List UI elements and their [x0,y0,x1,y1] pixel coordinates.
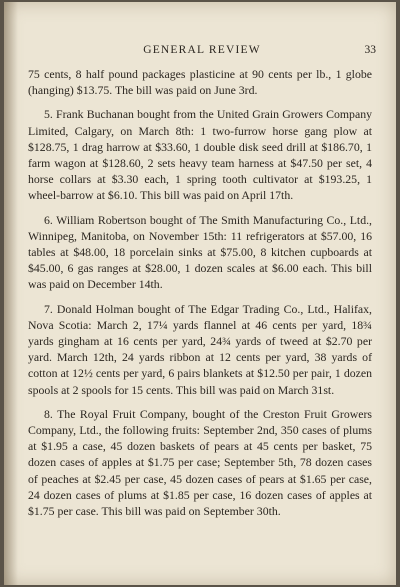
book-page [4,2,396,585]
paragraph-item-7: 7. Donald Holman bought of The Edgar Trading Co., Ltd., Halifax, Nova Scotia: March 2, 17¼ yards flannel at 46 cents per yard, 18¾ yards gingham at 16 cents per yard, 24¾ yards of tweed at $2.70 per yard. March 12th, 24 yards ribbon at 12 cents per yard, 38 yards of cotton at 12½ cents per yard, 6 pairs blankets at $12.50 per pair, 1 dozen spools at 2 spools for 15 cents. This bill was paid on March 31st. [28,301,372,397]
page-header [26,44,378,60]
page-body [28,66,372,527]
paragraph-item-8: 8. The Royal Fruit Company, bought of the Creston Fruit Growers Company, Ltd., the following fruits: September 2nd, 350 cases of plums at $1.95 a case, 45 dozen baskets of pears at 45 cents per basket, 75 dozen cases of apples at $1.75 per case; September 5th, 78 dozen cases of peaches at $2.45 per case, 45 dozen cases of pears at $1.65 per case, 24 dozen cases of plums at $1.85 per case, 16 dozen cases of apples at $1.75 per case. This bill was paid on September 30th. [28,406,372,519]
running-head: GENERAL REVIEW [143,44,261,56]
page-number: 33 [364,44,376,56]
paragraph-continuation: 75 cents, 8 half pound packages plasticine at 90 cents per lb., 1 globe (hanging) $13.75. The bill was paid on June 3rd. [28,67,372,98]
paragraph-item-5: 5. Frank Buchanan bought from the United Grain Growers Company Limited, Calgary, on March 8th: 1 two-furrow horse gang plow at $128.75, 1 drag harrow at $33.60, 1 double disk seed drill at $186.70, 1 farm wagon at $128.60, 2 sets heavy team harness at $47.50 per set, 4 horse collars at $3.30 each, 1 spring tooth cultivator at $193.25, 1 wheel-barrow at $6.10. This bill was paid on April 17th. [28,107,372,203]
page-spine-shadow [4,2,18,585]
paragraph-item-6: 6. William Robertson bought of The Smith Manufacturing Co., Ltd., Winnipeg, Manitoba, on November 15th: 11 refrigerators at $57.00, 16 tables at $48.00, 18 porcelain sinks at $75.00, 8 kitchen cupboards at $45.00, 6 gas ranges at $28.00, 1 dozen scales at $6.00 each. This bill was paid on December 14th. [28,212,372,292]
